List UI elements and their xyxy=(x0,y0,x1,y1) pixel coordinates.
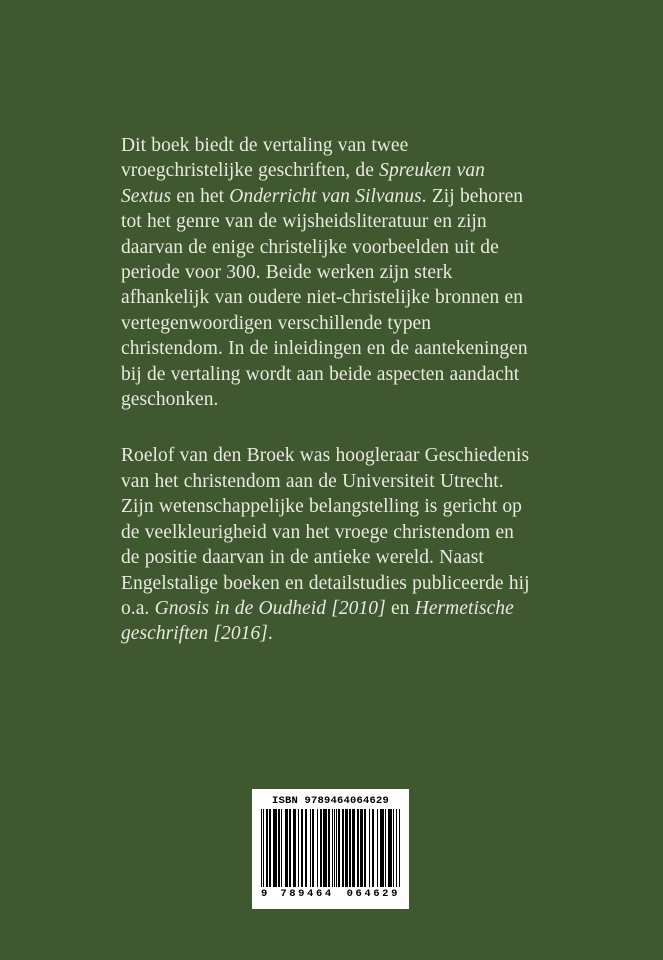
barcode-bar xyxy=(399,809,400,887)
blurb-paragraph-book-description: Dit boek biedt de vertaling van twee vroegchristelijke geschriften, de Spreuken van Sextus en het Onderricht van Silvanus. Zij behoren tot het genre van de wijsheidsliteratuur en zijn daarvan de enige christelijke voorbeelden uit de periode voor 300. Beide werken zijn sterk afhankelijk van oudere niet-christelijke bronnen en vertegenwoordigen verschillende typen christendom. In de inleidingen en de aantekeningen bij de vertaling wordt aan beide aspecten aandacht geschonken. xyxy=(121,135,528,411)
blurb-paragraph-author-bio: Roelof van den Broek was hoogleraar Geschiedenis van het christendom aan de Universiteit Utrecht. Zijn wetenschappelijke belangstelling is gericht op de veelkleurigheid van het vroege christendom en de positie daarvan in de antieke wereld. Naast Engelstalige boeken en detailstudies publiceerde hij o.a. Gnosis in de Oudheid [2010] en Hermetische geschriften [2016]. xyxy=(121,445,530,645)
barcode-bars xyxy=(261,809,400,887)
ean-lead-digit: 9 xyxy=(261,888,268,900)
ean-left-group: 789464 xyxy=(280,888,334,900)
italic-title: Gnosis in de Oudheid [2010] xyxy=(154,597,386,619)
blurb-text-block xyxy=(121,133,533,647)
italic-title: Spreuken van Sextus xyxy=(121,160,485,207)
italic-title: Hermetische geschriften [2016] xyxy=(121,597,514,645)
isbn-barcode xyxy=(252,789,409,909)
isbn-number-label: ISBN 9789464064629 xyxy=(271,795,390,807)
ean-right-group: 064629 xyxy=(346,888,400,900)
italic-title: Onderricht van Silvanus xyxy=(229,185,422,207)
barcode-ean-digits xyxy=(261,888,400,900)
